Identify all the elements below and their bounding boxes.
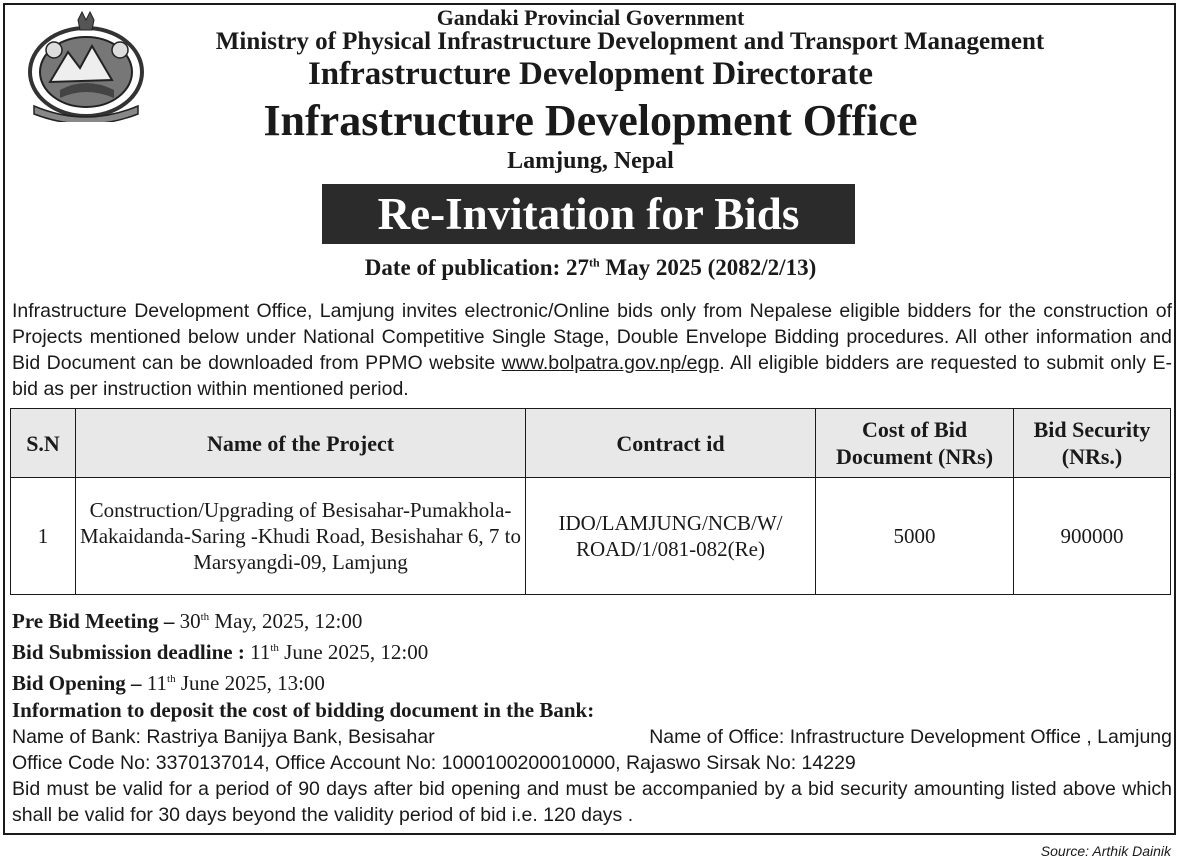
pre-bid-day: 30 — [179, 609, 201, 633]
publication-date-sup: th — [589, 255, 600, 270]
bank-heading-text: Information to deposit the cost of bidding document in the Bank: — [12, 698, 595, 722]
bank-codes: Office Code No: 3370137014, Office Account No: 1000100200010000, Rajaswo Sirsak No: 14229 — [12, 752, 856, 774]
pre-bid-label: Pre Bid Meeting – — [12, 609, 180, 633]
pre-bid-sup: th — [200, 611, 210, 623]
notice-title: Re-Invitation for Bids — [322, 184, 855, 244]
publication-date — [0, 255, 1181, 281]
bid-validity: Bid must be valid for a period of 90 days after bid opening and must be accompanied by a bid security amounting listed above which shall be valid for 30 days beyond the validity period of bid i.e. 120 days . — [12, 778, 1172, 826]
bid-details — [12, 604, 1172, 828]
ppmo-website-link[interactable]: www.bolpatra.gov.np/egp — [501, 352, 720, 374]
pre-bid-rest: May, 2025, 12:00 — [209, 609, 363, 633]
header-project: Name of the Project — [76, 409, 526, 478]
header-sn: S.N — [11, 409, 76, 478]
bid-opening — [12, 666, 1172, 697]
cell-contract: IDO/LAMJUNG/NCB/W/ ROAD/1/081-082(Re) — [526, 478, 816, 595]
pre-bid-meeting — [12, 604, 1172, 635]
office-name-bank: Name of Office: Infrastructure Development Office , Lamjung — [649, 726, 1172, 748]
header-cost: Cost of Bid Document (NRs) — [816, 409, 1014, 478]
cell-project: Construction/Upgrading of Besisahar-Pumakhola-Makaidanda-Saring -Khudi Road, Besishahar 6, 7 to Marsyangdi-09, Lamjung — [76, 478, 526, 595]
cell-security: 900000 — [1014, 478, 1171, 595]
intro-paragraph — [12, 298, 1172, 402]
submission-sup: th — [270, 642, 279, 654]
cell-sn: 1 — [11, 478, 76, 595]
opening-sup: th — [167, 673, 176, 685]
publication-date-rest: May 2025 (2082/2/13) — [599, 255, 817, 280]
submission-label: Bid Submission deadline : — [12, 640, 251, 664]
bank-heading — [12, 697, 1172, 724]
bid-table — [10, 408, 1171, 595]
table-row — [11, 478, 1171, 595]
directorate-name: Infrastructure Development Directorate — [307, 56, 874, 92]
bid-submission-deadline — [12, 635, 1172, 666]
table-header-row — [11, 409, 1171, 478]
ministry-name: Ministry of Physical Infrastructure Development and Transport Management — [215, 28, 1045, 55]
bank-name: Name of Bank: Rastriya Banijya Bank, Besisahar — [12, 726, 435, 748]
source-credit: Source: Arthik Dainik — [1040, 843, 1171, 859]
opening-label: Bid Opening – — [12, 671, 147, 695]
submission-rest: June 2025, 12:00 — [278, 640, 429, 664]
opening-rest: June 2025, 13:00 — [175, 671, 325, 695]
header-contract: Contract id — [526, 409, 816, 478]
bank-office-line — [12, 724, 1172, 750]
publication-date-label: Date of publication: 27 — [364, 255, 589, 280]
cell-cost: 5000 — [816, 478, 1014, 595]
intro-text-after: . All eligible bidders are requested to submit only E-bid as per instruction within mentioned period. — [12, 352, 1172, 400]
government-name: Gandaki Provincial Government — [436, 5, 745, 30]
office-location: Lamjung, Nepal — [507, 148, 674, 174]
opening-day: 11 — [146, 671, 168, 695]
office-name: Infrastructure Development Office — [263, 96, 918, 145]
header-security: Bid Security (NRs.) — [1014, 409, 1171, 478]
intro-text: Infrastructure Development Office, Lamjung invites electronic/Online bids only from Nepalese eligible bidders for the construction of Projects mentioned below under National Competitive Single Stage, Double Envelope Bidding procedures. All other information and Bid Document can be downloaded from PPMO website — [12, 300, 1172, 374]
submission-day: 11 — [250, 640, 271, 664]
